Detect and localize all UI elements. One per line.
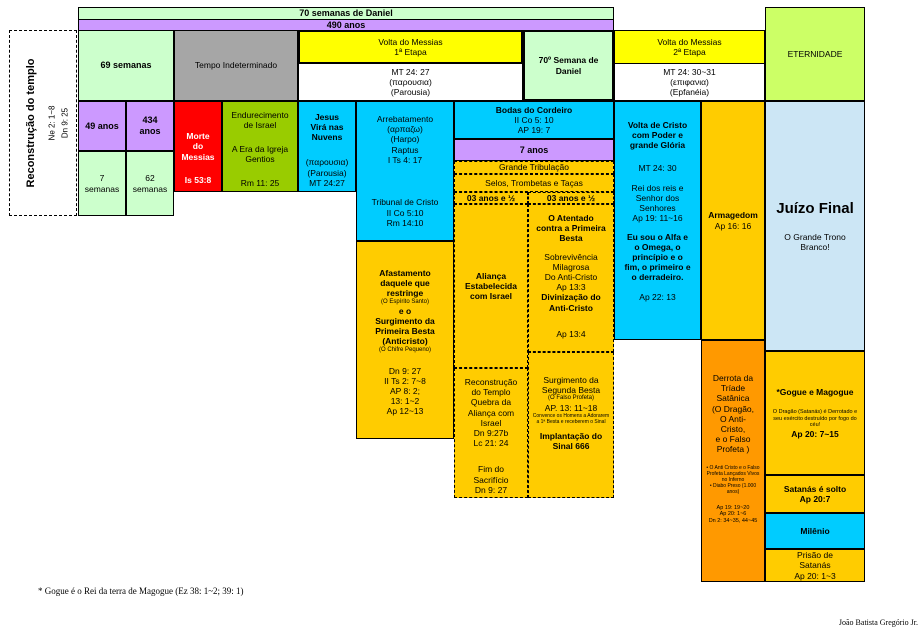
eternity: ETERNIDADE xyxy=(765,7,865,101)
second-beast: Surgimento da Segunda Besta (O Falso Profeta) AP. 13: 11~18 Convence os Homens a Adorarem a 1ª Besta e receberem o Sinal Implantação do Sinal 666 xyxy=(528,352,614,498)
messiah-death-ref: Is 53:8 xyxy=(174,169,222,192)
wedding-lamb: Bodas do Cordeiro II Co 5: 10 AP 19: 7 xyxy=(454,101,614,139)
great-tribulation: Grande Tribulação xyxy=(454,161,614,174)
satanic-triad-defeat: Derrota da Tríade Satânica (O Dragão, O Anti- Cristo, e o Falso Profeta ) • O Anti Cristo e o Falso Profeta Lançados Vivos no Inferno • Diabo Preso (1.000 anos) Ap 19: 19~20 Ap 20: 1~6 Dn 2: 34~35, 44~45 xyxy=(701,340,765,582)
temple-ref-ne: Ne 2: 1~8 xyxy=(47,105,57,141)
end-of-sacrifice: Fim do Sacrifício Dn 9: 27 xyxy=(473,464,509,495)
three-half-years-b: 03 anos e ½ xyxy=(528,192,614,204)
gog-magog: *Gogue e Magogue O Dragão (Satanás) é Derrotado e seu exército destruído por fogo do céu! Ap 20: 7~15 xyxy=(765,351,865,475)
attack-first-beast: O Atentado contra a Primeira Besta Sobrevivência Milagrosa Do Anti-Cristo Ap 13:3 Divinização do Anti-Cristo Ap 13:4 xyxy=(528,204,614,352)
temple-title: Reconstrução do templo xyxy=(25,58,37,188)
return-second-stage: Volta do Messias 2ª Etapa xyxy=(614,30,765,64)
seals-trumpets-bowls: Selos, Trombetas e Taças xyxy=(454,174,614,192)
years-490-bar: 490 anos xyxy=(78,19,614,31)
years-434: 434 anos xyxy=(126,101,174,151)
return-second-ref: MT 24: 30~31 (επιφανια) (Epfanéia) xyxy=(614,63,765,101)
years-49: 49 anos xyxy=(78,101,126,151)
week-70: 70º Semana de Daniel xyxy=(523,30,614,101)
weeks-7: 7 semanas xyxy=(78,151,126,216)
armageddon: Armagedom Ap 16: 16 xyxy=(701,101,765,340)
indeterminate-time: Tempo Indeterminado xyxy=(174,30,298,101)
temple-reconstruction-label xyxy=(9,30,77,216)
satan-prison: Prisão de Satanás Ap 20: 1~3 xyxy=(765,549,865,582)
tribunal: Tribunal de Cristo II Co 5:10 Rm 14:10 xyxy=(371,197,439,228)
church-age: Endurecimento de Israel A Era da Igreja Gentios Rm 11: 25 xyxy=(222,101,298,192)
final-judgment: Juízo Final O Grande Trono Branco! xyxy=(765,101,865,351)
covenant-israel: Aliança Estabelecida com Israel xyxy=(454,204,528,368)
christ-return: Volta de Cristo com Poder e grande Glória MT 24: 30 Rei dos reis e Senhor dos Senhores Ap 19: 11~16 Eu sou o Alfa e o Omega, o princípio e o fim, o primeiro e o derradeiro. Ap 22: 13 xyxy=(614,101,701,340)
footnote: * Gogue é o Rei da terra de Magogue (Ez 38: 1~2; 39: 1) xyxy=(38,586,244,596)
return-first-stage: Volta do Messias 1ª Etapa xyxy=(298,30,523,64)
rapture: Arrebatamento (αρπαζω) (Harpo) Raptus I Ts 4: 17 Tribunal de Cristo II Co 5:10 Rm 14:10 xyxy=(356,101,454,241)
jesus-clouds: Jesus Virá nas Nuvens (παρουσια) (Parousia) MT 24:27 xyxy=(298,101,356,192)
seven-years: 7 anos xyxy=(454,139,614,161)
millennium: Milênio xyxy=(765,513,865,549)
restrainer-departure: Afastamento daquele que restringe (O Espírito Santo) e o Surgimento da Primeira Besta (Anticristo) (O Chifre Pequeno) Dn 9: 27 II Ts 2: 7~8 AP 8: 2; 13: 1~2 Ap 12~13 xyxy=(356,241,454,439)
return-first-ref: MT 24: 27 (παρουσια) (Parousia) xyxy=(298,63,523,101)
satan-loose: Satanás é solto Ap 20:7 xyxy=(765,475,865,513)
three-half-years-a: 03 anos e ½ xyxy=(454,192,528,204)
weeks-69: 69 semanas xyxy=(78,30,174,101)
seventy-weeks-bar: 70 semanas de Daniel xyxy=(78,7,614,20)
weeks-62: 62 semanas xyxy=(126,151,174,216)
temple-ref-dn: Dn 9: 25 xyxy=(60,107,70,139)
temple-covenant-break: Reconstrução do Templo Quebra da Aliança com Israel Dn 9:27b Lc 21: 24 Fim do Sacrifício Dn 9: 27 xyxy=(454,368,528,498)
messiah-death: Morte do Messias xyxy=(174,101,222,192)
author: João Batista Gregório Jr. xyxy=(838,618,918,627)
